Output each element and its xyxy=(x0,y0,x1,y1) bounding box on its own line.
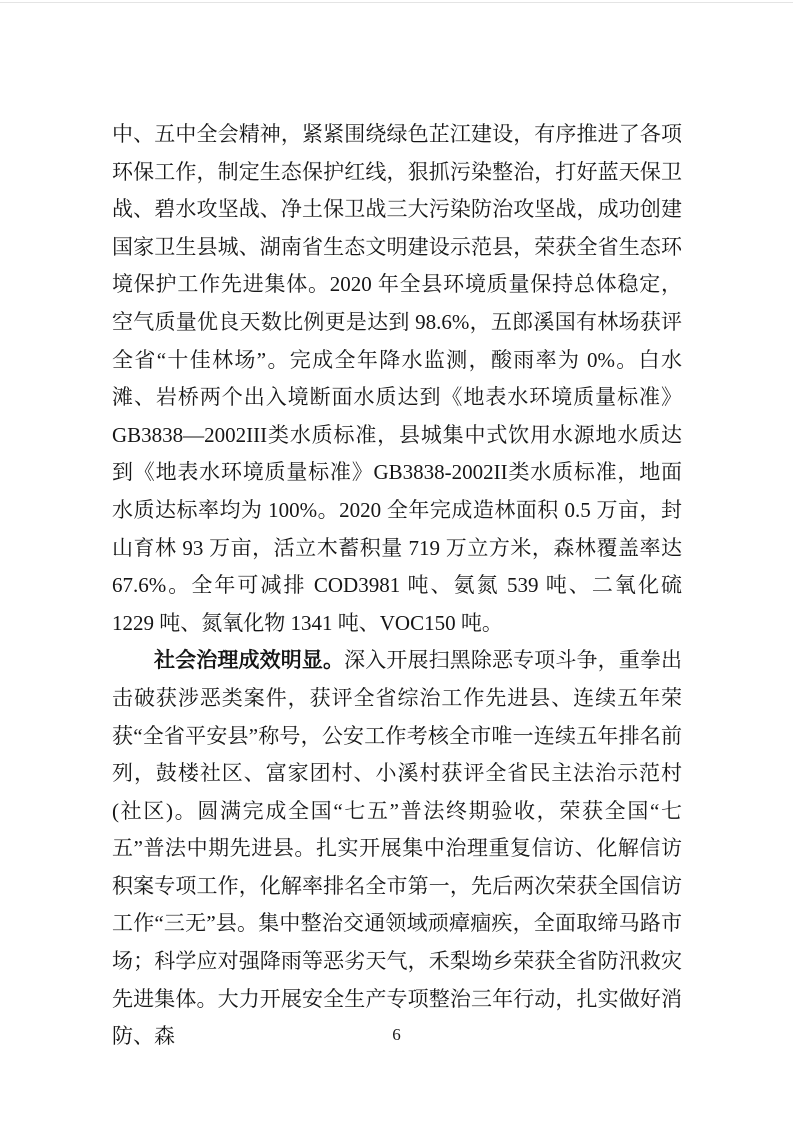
paragraph-text: 深入开展扫黑除恶专项斗争，重拳出击破获涉恶类案件，获评全省综治工作先进县、连续五年荣获“全省平安县”称号，公安工作考核全市唯一连续五年排名前列，鼓楼社区、富家团村、小溪村获评全省民主法治示范村(社区)。圆满完成全国“七五”普法终期验收，荣获全国“七五”普法中期先进县。扎实开展集中治理重复信访、化解信访积案专项工作，化解率排名全市第一，先后两次荣获全国信访工作“三无”县。集中整治交通领域顽瘴痼疾，全面取缔马路市场；科学应对强降雨等恶劣天气，禾梨坳乡荣获全省防汛救灾先进集体。大力开展安全生产专项整治三年行动，扎实做好消防、森 xyxy=(112,648,682,1049)
paragraph-text: 中、五中全会精神，紧紧围绕绿色芷江建设，有序推进了各项环保工作，制定生态保护红线，狠抓污染整治，打好蓝天保卫战、碧水攻坚战、净土保卫战三大污染防治攻坚战，成功创建国家卫生县城、湖南省生态文明建设示范县，荣获全省生态环境保护工作先进集体。2020 年全县环境质量保持总体稳定，空气质量优良天数比例更是达到 98.6%，五郎溪国有林场获评全省“十佳林场”。完成全年降水监测，酸雨率为 0%。白水滩、岩桥两个出入境断面水质达到《地表水环境质量标准》GB3838—2002III类水质标准，县城集中式饮用水源地水质达到《地表水环境质量标准》GB3838-2002II类水质标准，地面水质达标率均为 100%。2020 全年完成造林面积 0.5 万亩，封山育林 93 万亩，活立木蓄积量 719 万立方米，森林覆盖率达 67.6%。全年可减排 COD3981 吨、氨氮 539 吨、二氧化硫 1229 吨、氮氧化物 1341 吨、VOC150 吨。 xyxy=(112,122,682,635)
paragraph-environment xyxy=(112,116,682,642)
paragraph-bold-lead: 社会治理成效明显。 xyxy=(154,648,345,673)
body-text xyxy=(112,116,682,1056)
paragraph-social-governance xyxy=(112,642,682,1056)
page-top-edge xyxy=(0,2,793,3)
page-number: 6 xyxy=(392,1025,401,1044)
